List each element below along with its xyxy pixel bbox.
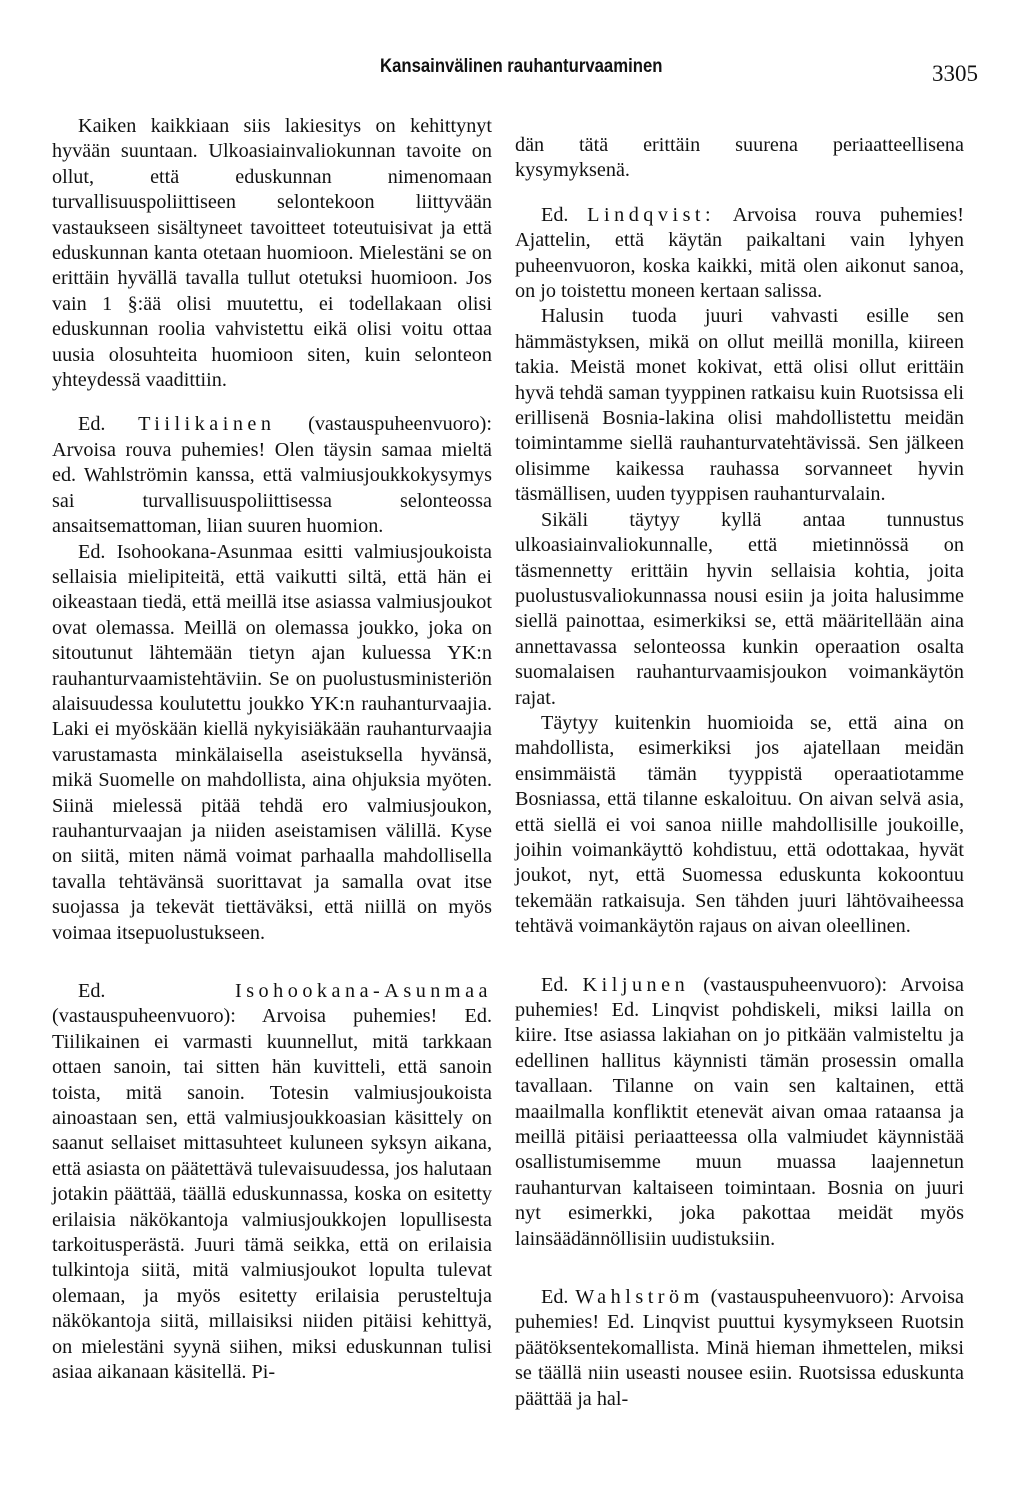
paragraph: Sikäli täytyy kyllä antaa tunnustus ulkoasiainvaliokunnalle, että mietinnössä on täsmennetty erittäin hyvin sellaisia kohtia, joita puolustusvaliokunnassa nousi esiin ja joita halusimme siellä painottaa, esimerkiksi se, että määritellään aina annettavassa selonteossa kunkin operaation osalta suomalaisen rauhanturvaamisjoukon voimankäytön rajat. — [515, 508, 964, 709]
right-column — [515, 114, 964, 1412]
speaker-paragraph — [52, 412, 492, 539]
speech-text: (vastauspuheenvuoro): Arvoisa rouva puhemies! Olen täysin samaa mieltä ed. Wahlströmin kanssa, että valmiusjoukkokysymys sai turvallisuuspoliittisessa selonteossa ansaitsemattoman, liian suuren huomion. — [52, 413, 492, 538]
speaker-name: Isohookana-Asunmaa — [234, 980, 492, 1002]
ed-prefix: Ed. — [541, 203, 569, 226]
ed-prefix: Ed. — [78, 980, 106, 1002]
speech-text: Arvoisa rouva puhemies! Ajattelin, että käytän paikaltani vain lyhyen puheenvuoron, koska kaikki, mitä olen aikonut sanoa, on jo toistettu moneen kertaan salissa. — [515, 203, 964, 303]
ed-prefix: Ed. — [78, 413, 106, 436]
speech-text: (vastauspuheenvuoro): Arvoisa puhemies! Ed. Linqvist pohdiskeli, miksi lailla on kiire. Itse asiassa lakiahan on jo pitkään valmisteltu ja edellinen hallitus käynnisti tämän prosessin omalla tavallaan. Tilanne on vain sen kaltainen, että maailmalla konfliktit etenevät aivan omaa rataansa ja meillä pitäisi periaatteessa olla valmiudet käynnistää osallistumisemme muun muassa laajennetun rauhanturvan kaltaiseen toimintaan. Bosnia on juuri nyt esimerkki, joka pakottaa meidät myös lainsäädännöllisiin uudistuksiin. — [515, 973, 964, 1250]
ed-prefix: Ed. — [541, 973, 569, 996]
speaker-name: Tiilikainen — [138, 413, 276, 436]
speaker-paragraph — [52, 979, 492, 1386]
speaker-name: Kiljunen — [582, 973, 690, 996]
speaker-paragraph — [515, 203, 964, 305]
running-title: Kansainvälinen rauhanturvaaminen — [380, 56, 663, 77]
speaker-paragraph — [515, 973, 964, 1252]
left-column — [52, 114, 492, 1386]
speech-text: (vastauspuheenvuoro): Arvoisa puhemies! Ed. Linqvist puuttui kysymykseen Ruotsin päätöksentekomallista. Minä hieman ihmettelen, miksi se täällä niin useasti nousee esiin. Ruotsissa eduskunta päättää ja hal- — [515, 1286, 964, 1410]
paragraph: Täytyy kuitenkin huomioida se, että aina on mahdollista, esimerkiksi jos ajatellaan meidän ensimmäistä tämän tyyppistä operaatiotamme Bosniassa, että tilanne eskaloituu. On aivan selvä asia, että siellä ei voi sanoa niille mahdollisille joukoille, joihin voimankäyttö kohdistuu, että odottakaa, hyvät joukot, nyt, että Suomessa eduskunta kokoontuu tekemään ratkaisuja. Sen tähden juuri lähtövaiheessa tehtävä voimankäytön rajaus on aivan oleellinen. — [515, 711, 964, 938]
speaker-name: Lindqvist: — [587, 203, 716, 226]
ed-prefix: Ed. — [541, 1286, 569, 1309]
page-number: 3305 — [932, 61, 978, 86]
paragraph: Ed. Isohookana-Asunmaa esitti valmiusjoukoista sellaisia mielipiteitä, että vaikutti siltä, että hän ei oikeastaan tiedä, että meillä itse asiassa valmiusjoukot ovat olemassa. Meillä on olemassa joukko, joka on sitoutunut lähtemään tietyn ajan kuluessa YK:n rauhanturvaamistehtäviin. Se on puolustusministeriön alaisuudessa koulutettu joukko YK:n rauhanturvaajia. Laki ei myöskään kiellä nykyisiäkään rauhanturvaajia varustamasta minkälaisella aseistuksella hyvänsä, mikä Suomelle on mahdollista, aina ohjuksia myöten. Siinä mielessä pitää tehdä ero valmiusjoukon, rauhanturvaajan ja niiden aseistamisen välillä. Kyse on siitä, miten nämä voimat parhaalla mahdollisella tavalla tehtävänsä suorittavat ja samalla ovat itse suojassa ja tekevät tiettäväksi, että niillä on myös voimaa itsepuolustukseen. — [52, 540, 492, 944]
paragraph: dän tätä erittäin suurena periaatteellisena kysymyksenä. — [515, 134, 964, 182]
speaker-name: Wahlström — [575, 1286, 704, 1309]
paragraph: Halusin tuoda juuri vahvasti esille sen hämmästyksen, mikä on ollut meillä monilla, kiireen takia. Meistä monet kokivat, että olisi ollut erittäin hyvä tehdä saman tyyppinen ratkaisu kuin Ruotsissa eli erillisenä Bosnia-lakina olisi mahdollistettu meidän toimintamme siellä rauhanturvatehtävissä. Sen jälkeen olisimme kaikessa rauhassa sorvanneet hyvin täsmällisen, uuden tyyppisen rauhanturvalain. — [515, 305, 964, 506]
paragraph: Kaiken kaikkiaan siis lakiesitys on kehittynyt hyvään suuntaan. Ulkoasiainvaliokunnan tavoite on ollut, että eduskunnan nimenomaan turvallisuuspoliittiseen selontekoon liittyvään vastaukseen sisältyneet tavoitteet toteutuisivat ja että eduskunnan kanta otetaan huomioon. Mielestäni se on erittäin hyvällä tavalla tullut otetuksi huomioon. Jos vain 1 §:ää olisi muutettu, ei todellakaan olisi eduskunnan roolia vahvistettu eikä olisi voitu ottaa uusia olosuhteita huomioon siten, kuin selonteon yhteydessä vaadittiin. — [52, 115, 492, 392]
speech-text: (vastauspuheenvuoro): Arvoisa puhemies! Ed. Tiilikainen ei varmasti kuunnellut, mitä tarkkaan ottaen sanoin, tai sitten hän kuvitteli, että sanoin toista, mitä sanoin. Totesin valmiusjoukoista ainoastaan sen, että valmiusjoukkoasian käsittely on saanut sellaiset mittasuhteet kuluneen syksyn aikana, että asiasta on päätettävä tulevaisuudessa, jos halutaan jotakin päättää, täällä eduskunnassa, koska on esitetty erilaisia näkökantoja valmiusjoukkojen lopullisesta tarkoitusperästä. Juuri tämä seikka, että on erilaisia tulkintoja siitä, mitä valmiusjoukot lopulta tulevat olemaan, ja myös esitetty erilaisia perusteltuja näkökantoja siitä, millaisiksi niiden pitäisi kehittyä, on mielestäni syynä siihen, miksi eduskunnan tulisi asiaa aikanaan käsitellä. Pi- — [52, 1005, 492, 1384]
speaker-paragraph — [515, 1285, 964, 1412]
